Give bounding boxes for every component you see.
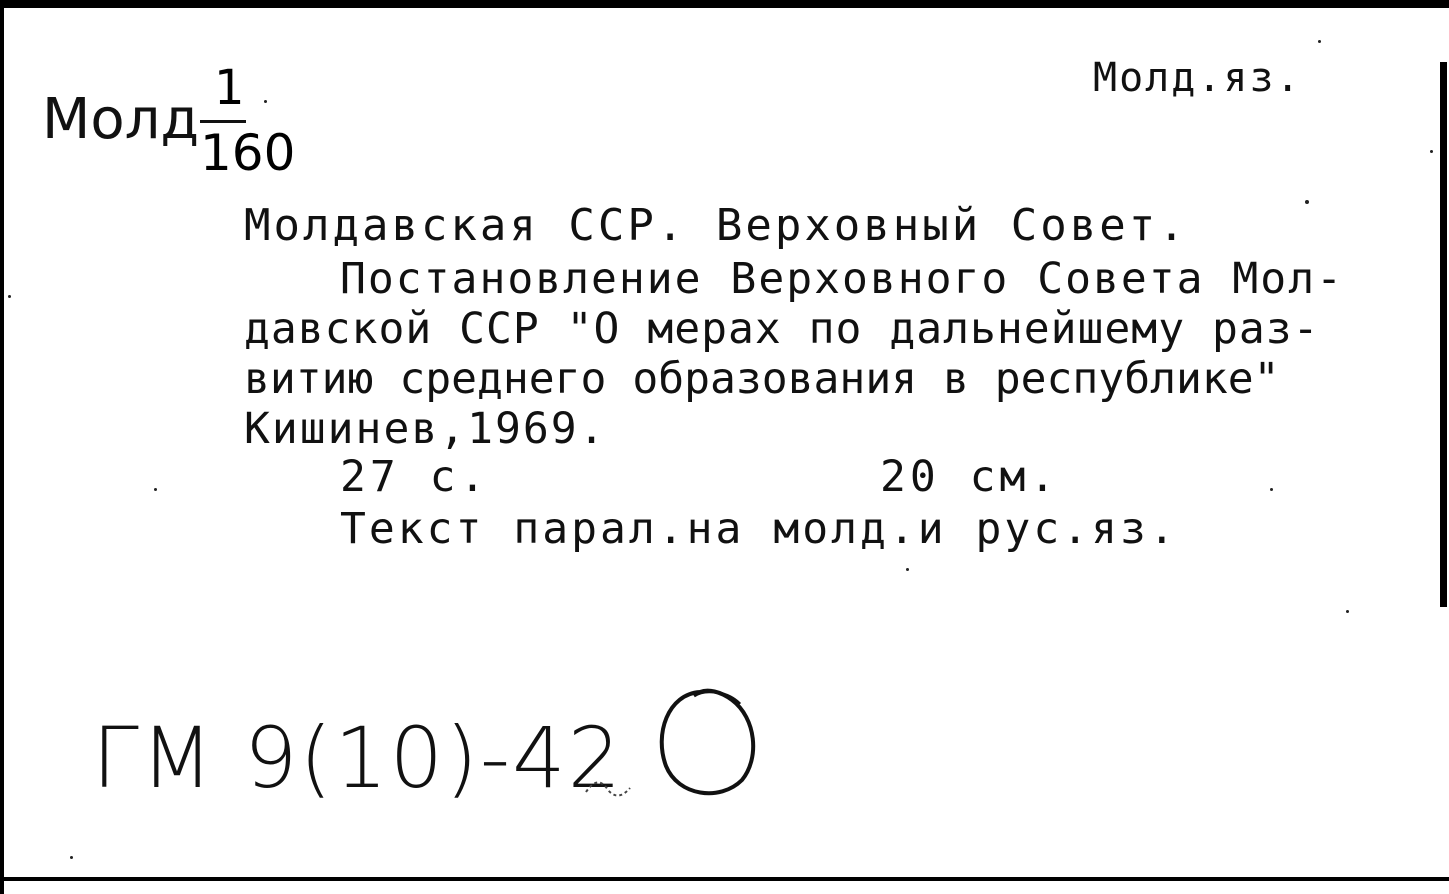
card-border-right <box>1440 62 1447 607</box>
shelf-mark-fraction <box>200 60 300 194</box>
speck <box>264 100 267 103</box>
card-border-bottom <box>0 877 1449 881</box>
title-line-2: давской ССР "О мерах по дальнейшему раз- <box>244 304 1320 354</box>
speck <box>1346 610 1349 613</box>
speck <box>8 295 11 298</box>
card-border-left <box>0 0 4 894</box>
speck <box>1305 200 1309 204</box>
card-border-top <box>0 0 1449 8</box>
title-line-1: Постановление Верховного Совета Мол- <box>340 254 1344 304</box>
shelf-mark-numerator: 1 <box>214 60 245 116</box>
title-line-4: Кишинев,1969. <box>244 404 607 454</box>
language-label: Молд.яз. <box>1093 55 1302 101</box>
size: 20 см. <box>880 452 1060 502</box>
call-number: ГМ 9(10)-42 <box>92 709 624 807</box>
speck <box>906 568 909 571</box>
title-line-3: витию среднего образования в республике" <box>244 354 1280 404</box>
fraction-bar <box>200 120 246 123</box>
circle-mark <box>648 684 768 814</box>
speck <box>70 856 73 859</box>
speck <box>1270 488 1273 491</box>
shelf-mark-denominator: 160 <box>200 124 296 182</box>
speck <box>154 488 157 491</box>
scribble-mark <box>578 752 658 812</box>
card-heading: Молдавская ССР. Верховный Совет. <box>244 200 1188 251</box>
speck <box>1430 150 1433 153</box>
shelf-mark-left: Молд <box>42 87 200 152</box>
language-note: Текст парал.на молд.и рус.яз. <box>340 504 1178 554</box>
speck <box>1318 40 1321 43</box>
pages: 27 с. <box>340 452 490 502</box>
